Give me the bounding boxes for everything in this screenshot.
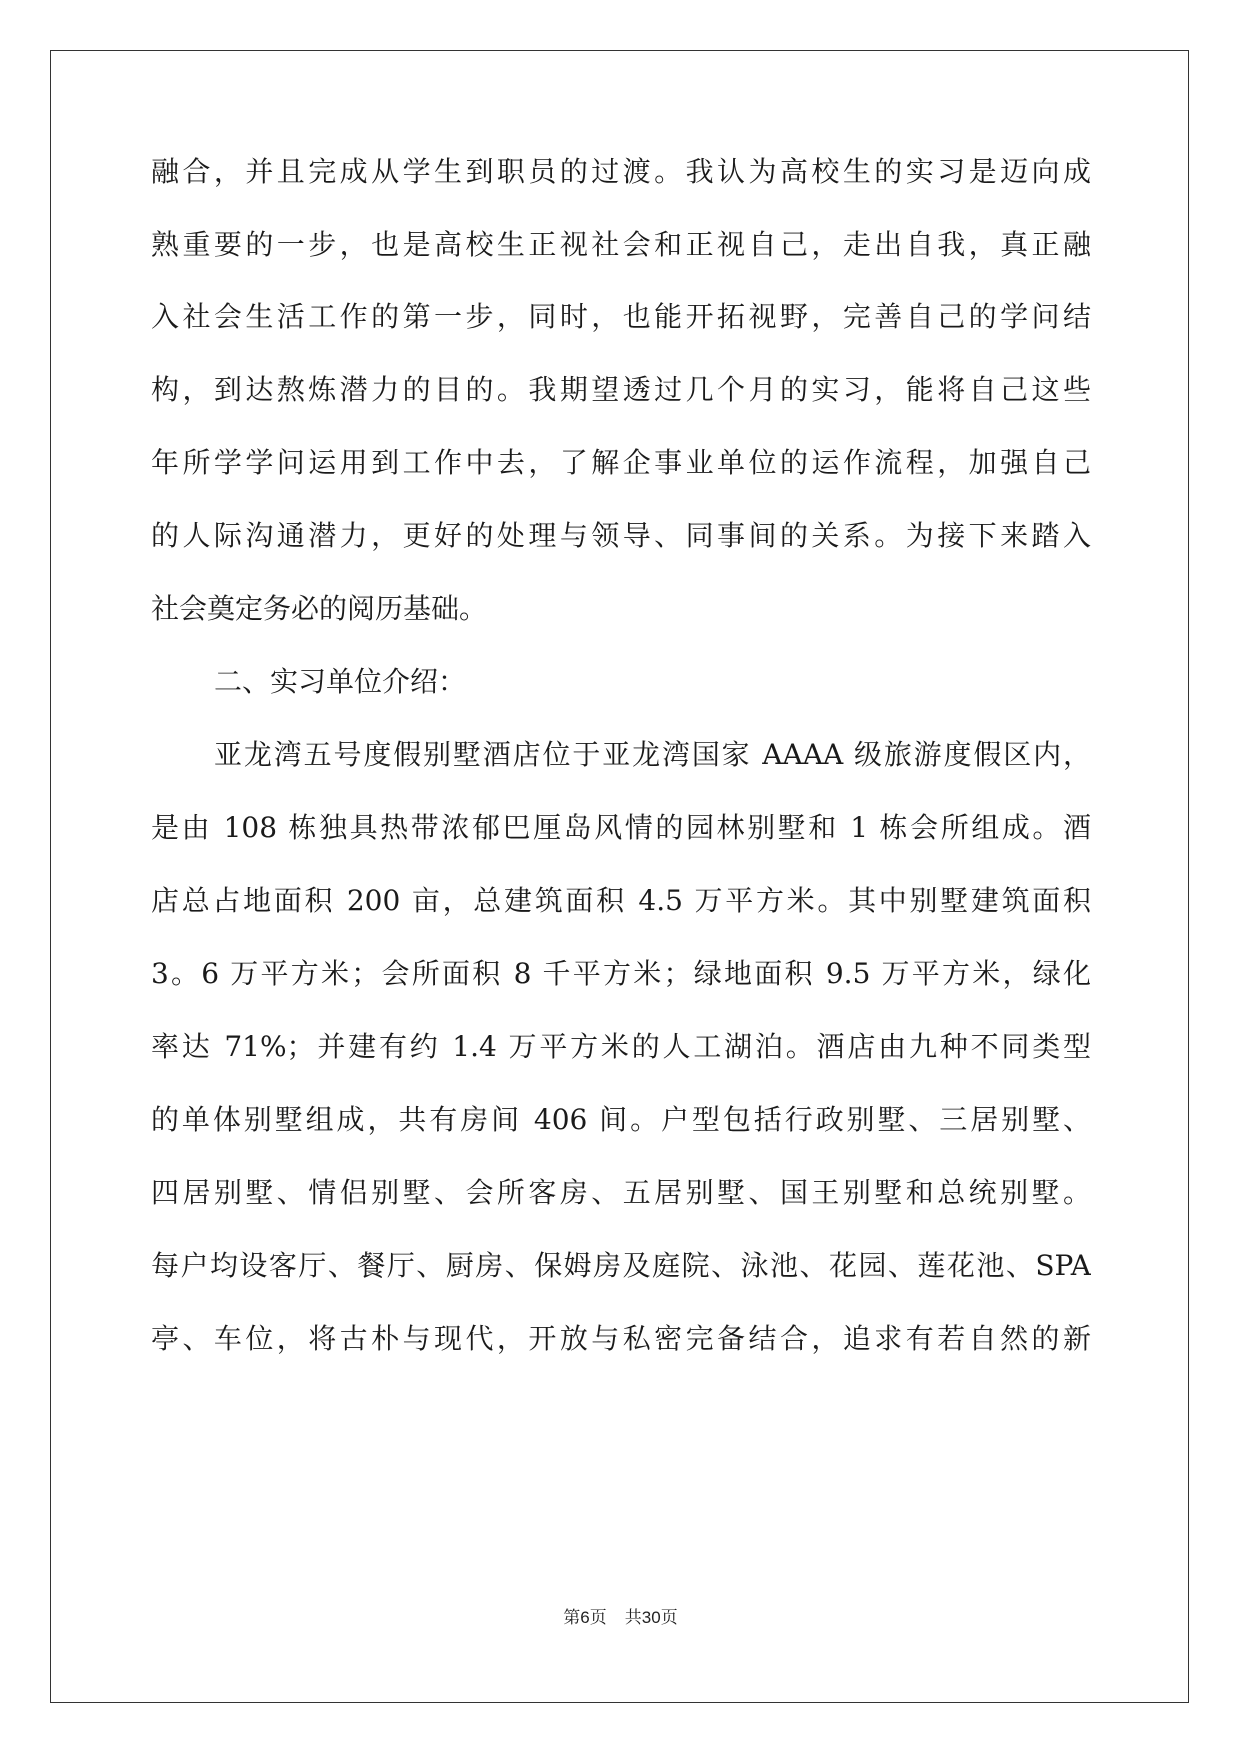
paragraph-line-4: 构，到达熬炼潜力的目的。我期望透过几个月的实习，能将自己这些 (151, 373, 1091, 406)
section-heading: 二、实习单位介绍： (214, 665, 467, 698)
paragraph-line-5: 年所学学问运用到工作中去，了解企事业单位的运作流程，加强自己 (151, 446, 1091, 479)
paragraph-line-15: 四居别墅、情侣别墅、会所客房、五居别墅、国王别墅和总统别墅。 (151, 1176, 1091, 1209)
paragraph-line-10: 是由 108 栋独具热带浓郁巴厘岛风情的园林别墅和 1 栋会所组成。酒 (151, 811, 1091, 844)
paragraph-line-12: 3。6 万平方米；会所面积 8 千平方米；绿地面积 9.5 万平方米，绿化 (151, 957, 1091, 990)
paragraph-line-7: 社会奠定务必的阅历基础。 (151, 592, 488, 625)
paragraph-line-14: 的单体别墅组成，共有房间 406 间。户型包括行政别墅、三居别墅、 (151, 1103, 1091, 1136)
footer-page-suffix: 页 (589, 1608, 607, 1628)
paragraph-line-16: 每户均设客厅、餐厅、厨房、保姆房及庭院、泳池、花园、莲花池、SPA (151, 1249, 1091, 1282)
paragraph-line-1: 融合，并且完成从学生到职员的过渡。我认为高校生的实习是迈向成 (151, 155, 1091, 188)
paragraph-line-2: 熟重要的一步，也是高校生正视社会和正视自己，走出自我，真正融 (151, 228, 1091, 261)
footer-total-pages: 30 (641, 1608, 661, 1627)
paragraph-line-9: 亚龙湾五号度假别墅酒店位于亚龙湾国家 AAAA 级旅游度假区内， (214, 738, 1091, 771)
footer-total-suffix: 页 (660, 1608, 678, 1628)
paragraph-line-6: 的人际沟通潜力，更好的处理与领导、同事间的关系。为接下来踏入 (151, 519, 1091, 552)
footer-page-number: 6 (580, 1608, 590, 1627)
footer-total-prefix: 共 (624, 1608, 642, 1628)
footer-page-prefix: 第 (563, 1608, 581, 1628)
page-footer (0, 1607, 1241, 1629)
paragraph-line-17: 亭、车位，将古朴与现代，开放与私密完备结合，追求有若自然的新 (151, 1322, 1091, 1355)
paragraph-line-3: 入社会生活工作的第一步，同时，也能开拓视野，完善自己的学问结 (151, 300, 1091, 333)
paragraph-line-11: 店总占地面积 200 亩，总建筑面积 4.5 万平方米。其中别墅建筑面积 (151, 884, 1091, 917)
paragraph-line-13: 率达 71%；并建有约 1.4 万平方米的人工湖泊。酒店由九种不同类型 (151, 1030, 1091, 1063)
